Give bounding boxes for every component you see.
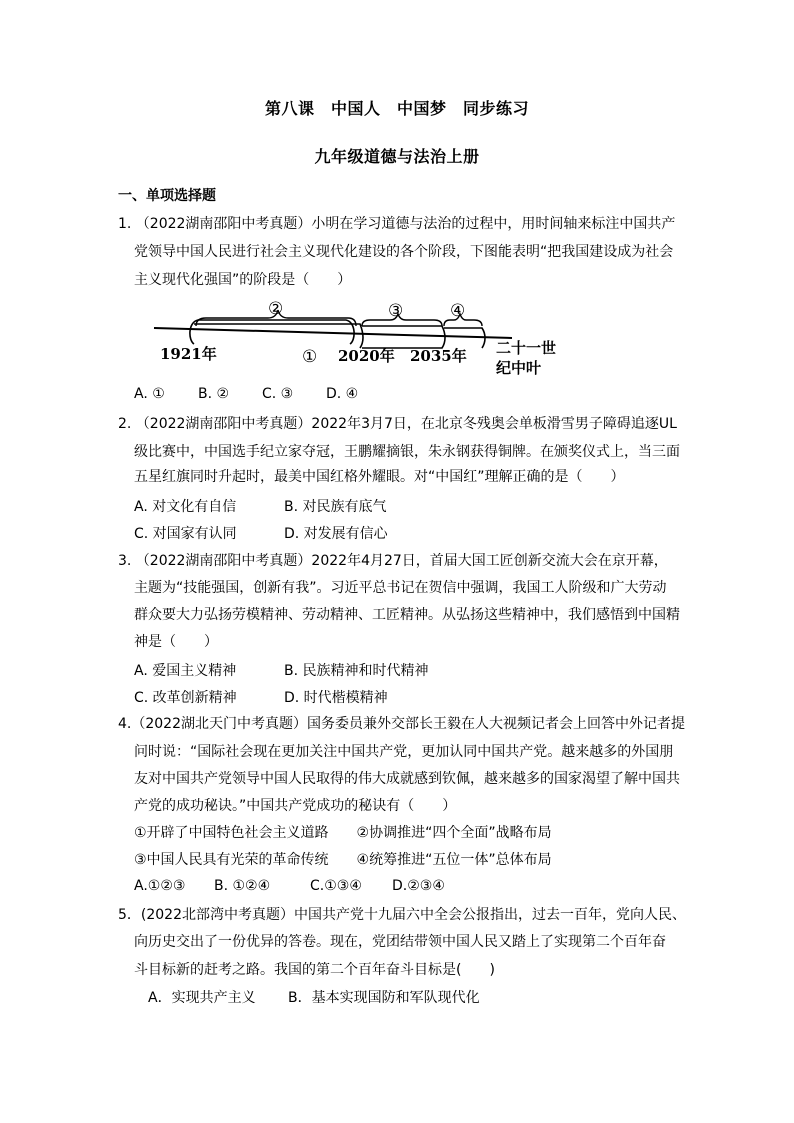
question-text-line: 主题为“技能强国，创新有我”。习近平总书记在贺信中强调，我国工人阶级和广大劳动: [134, 580, 667, 596]
year-label-1921: 1921年: [160, 345, 217, 363]
statement-line: ①开辟了中国特色社会主义道路 ②协调推进“四个全面”战略布局: [134, 825, 552, 841]
option-a[interactable]: A．实现共产主义: [148, 990, 256, 1006]
question-text-line: 1. （2022湖南邵阳中考真题）小明在学习道德与法治的过程中，用时间轴来标注中国共产: [118, 216, 676, 232]
option-b[interactable]: B. 民族精神和时代精神: [284, 663, 429, 679]
question-text-line: 4.（2022湖北天门中考真题）国务委员兼外交部长王毅在人大视频记者会上回答中外记者提: [118, 716, 685, 732]
question-text-line: 级比赛中，中国选手纪立家夺冠，王鹏耀摘银，朱永钢获得铜牌。在颁奖仪式上，当三面: [134, 444, 680, 460]
statement-line: ③中国人民具有光荣的革命传统 ④统筹推进“五位一体”总体布局: [134, 852, 552, 868]
year-label-2020: 2020年: [338, 347, 395, 365]
stage-label-3: ③: [388, 301, 404, 321]
option-a[interactable]: A.①②③: [134, 878, 186, 894]
stage-label-4: ④: [450, 301, 466, 321]
question-text-line: 友对中国共产党领导中国人民取得的伟大成就感到钦佩，越来越多的国家渴望了解中国共: [134, 771, 680, 787]
question-text-line: 3. （2022湖南邵阳中考真题）2022年4月27日，首届大国工匠创新交流大会在京开幕，: [118, 553, 668, 569]
stage-bracket-2: [194, 324, 363, 348]
question-text-line: 问时说：“国际社会现在更加关注中国共产党，更加认同中国共产党。越来越多的外国朋: [134, 744, 674, 760]
question-text-line: 群众要大力弘扬劳模精神、劳动精神、工匠精神。从弘扬这些精神中，我们感悟到中国精: [134, 607, 680, 623]
end-label-line-2: 纪中叶: [496, 359, 542, 377]
option-c[interactable]: C. 对国家有认同: [134, 526, 237, 542]
timeline-axis: [154, 328, 512, 338]
stage-label-1: ①: [302, 347, 318, 367]
timeline-figure: [150, 298, 570, 382]
option-a[interactable]: A. 爱国主义精神: [134, 663, 237, 679]
option-b[interactable]: B. ①②④: [214, 878, 271, 894]
question-text-line: 主义现代化强国”的阶段是（ ）: [134, 272, 352, 288]
question-text-line: 5．(2022北部湾中考真题）中国共产党十九届六中全会公报指出，过去一百年，党向人民、: [118, 907, 686, 923]
stage-label-2: ②: [268, 299, 284, 319]
option-d[interactable]: D.②③④: [392, 878, 445, 894]
option-a[interactable]: A. 对文化有自信: [134, 499, 237, 515]
question-text-line: 五星红旗同时升起时，最美中国红格外耀眼。对“中国红”理解正确的是（ ）: [134, 469, 625, 485]
question-text-line: 神是（ ）: [134, 634, 218, 650]
end-label-line-1: 二十一世: [496, 339, 557, 357]
question-text-line: 2. （2022湖南邵阳中考真题）2022年3月7日，在北京冬残奥会单板滑雪男子障碍追逐UL: [118, 416, 677, 432]
option-d[interactable]: D. 对发展有信心: [284, 526, 388, 542]
option-c[interactable]: C. 改革创新精神: [134, 690, 237, 706]
question-text-line: 斗目标新的赶考之路。我国的第二个百年奋斗目标是( ): [134, 962, 495, 978]
option-c[interactable]: C.①③④: [310, 878, 362, 894]
option-d[interactable]: D. ④: [326, 386, 359, 402]
question-text-line: 向历史交出了一份优异的答卷。现在，党团结带领中国人民又踏上了实现第二个百年奋: [134, 934, 666, 950]
option-b[interactable]: B. 对民族有底气: [284, 499, 387, 515]
option-d[interactable]: D. 时代楷模精神: [284, 690, 388, 706]
option-b[interactable]: B. ②: [198, 386, 230, 402]
option-c[interactable]: C. ③: [262, 386, 294, 402]
section-heading: 一、单项选择题: [118, 188, 216, 204]
option-a[interactable]: A. ①: [134, 386, 165, 402]
question-text-line: 产党的成功秘诀。”中国共产党成功的秘诀有（ ）: [134, 798, 457, 814]
option-b[interactable]: B．基本实现国防和军队现代化: [288, 990, 480, 1006]
year-label-2035: 2035年: [410, 347, 467, 365]
page-title: 第八课 中国人 中国梦 同步练习: [264, 99, 529, 118]
stage-bracket-3: [362, 326, 445, 348]
question-text-line: 党领导中国人民进行社会主义现代化建设的各个阶段，下图能表明“把我国建设成为社会: [134, 244, 674, 260]
page-subtitle: 九年级道德与法治上册: [314, 147, 480, 166]
